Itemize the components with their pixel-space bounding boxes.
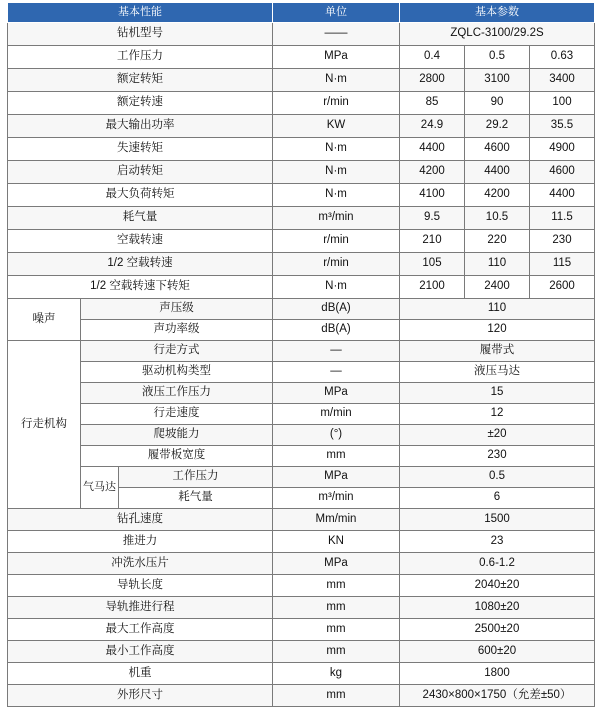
value-cell: 35.5 [530,115,595,138]
unit-cell: m³/min [273,207,400,230]
unit-cell: m/min [273,404,400,425]
unit-cell: MPa [273,46,400,69]
table-row [8,184,595,207]
param-label: 行走方式 [81,341,273,362]
value-cell: 105 [400,253,465,276]
unit-cell: N·m [273,184,400,207]
param-label: 外形尺寸 [8,685,273,707]
value-cell: 210 [400,230,465,253]
value-cell: 4600 [530,161,595,184]
param-label: 空载转速 [8,230,273,253]
unit-cell: — [273,341,400,362]
value-cell: 4600 [465,138,530,161]
param-label: 冲洗水压片 [8,553,273,575]
value-cell: 24.9 [400,115,465,138]
unit-cell: m³/min [273,488,400,509]
table-row [8,575,595,597]
param-label: 钻机型号 [8,23,273,46]
unit-cell: mm [273,685,400,707]
param-label: 耗气量 [119,488,273,509]
value-cell: 10.5 [465,207,530,230]
table-row [8,404,595,425]
table-row [8,383,595,404]
param-label: 履带板宽度 [81,446,273,467]
value-cell: 110 [465,253,530,276]
table-row [8,341,595,362]
value-cell: 3100 [465,69,530,92]
value-cell: 11.5 [530,207,595,230]
header-row [8,3,595,23]
unit-cell: N·m [273,276,400,299]
param-label: 机重 [8,663,273,685]
value-cell: 220 [465,230,530,253]
unit-cell: mm [273,446,400,467]
table-row [8,509,595,531]
param-label: 1/2 空载转速 [8,253,273,276]
param-label: 额定转矩 [8,69,273,92]
unit-cell: — [273,362,400,383]
value-cell: 2600 [530,276,595,299]
unit-cell: r/min [273,92,400,115]
value-cell: ±20 [400,425,595,446]
value-cell: ZQLC-3100/29.2S [400,23,595,46]
param-label: 额定转速 [8,92,273,115]
param-label: 最大工作高度 [8,619,273,641]
table-row [8,320,595,341]
unit-cell: mm [273,597,400,619]
param-label: 1/2 空载转速下转矩 [8,276,273,299]
param-label: 钻孔速度 [8,509,273,531]
param-label: 行走速度 [81,404,273,425]
value-cell: 4100 [400,184,465,207]
value-cell: 0.4 [400,46,465,69]
value-cell: 0.63 [530,46,595,69]
value-cell: 15 [400,383,595,404]
unit-cell: kg [273,663,400,685]
unit-cell: —— [273,23,400,46]
header-unit: 单位 [273,3,400,23]
param-label: 爬坡能力 [81,425,273,446]
param-label: 推进力 [8,531,273,553]
value-cell: 1800 [400,663,595,685]
value-cell: 90 [465,92,530,115]
unit-cell: MPa [273,383,400,404]
unit-cell: MPa [273,553,400,575]
table-row [8,92,595,115]
table-row [8,69,595,92]
table-row [8,115,595,138]
param-label: 最大输出功率 [8,115,273,138]
value-cell: 230 [400,446,595,467]
value-cell: 29.2 [465,115,530,138]
value-cell: 115 [530,253,595,276]
value-cell: 0.6-1.2 [400,553,595,575]
table-row [8,138,595,161]
unit-cell: N·m [273,69,400,92]
value-cell: 4200 [400,161,465,184]
param-label: 最大负荷转矩 [8,184,273,207]
value-cell: 液压马达 [400,362,595,383]
value-cell: 2800 [400,69,465,92]
header-performance: 基本性能 [8,3,273,23]
unit-cell: mm [273,641,400,663]
table-row [8,299,595,320]
unit-cell: r/min [273,230,400,253]
table-row [8,23,595,46]
table-row [8,467,595,488]
unit-cell: mm [273,575,400,597]
table-row [8,276,595,299]
group-label-noise: 噪声 [8,299,81,341]
param-label: 导轨推进行程 [8,597,273,619]
value-cell: 2040±20 [400,575,595,597]
unit-cell: dB(A) [273,299,400,320]
value-cell: 0.5 [400,467,595,488]
param-label: 失速转矩 [8,138,273,161]
table-row [8,230,595,253]
table-row [8,207,595,230]
value-cell: 12 [400,404,595,425]
param-label: 声压级 [81,299,273,320]
table-row [8,553,595,575]
unit-cell: KN [273,531,400,553]
param-label: 工作压力 [119,467,273,488]
value-cell: 1500 [400,509,595,531]
table-row [8,253,595,276]
header-params: 基本参数 [400,3,595,23]
param-label: 启动转矩 [8,161,273,184]
table-row [8,531,595,553]
value-cell: 0.5 [465,46,530,69]
param-label: 工作压力 [8,46,273,69]
value-cell: 110 [400,299,595,320]
table-row [8,446,595,467]
value-cell: 230 [530,230,595,253]
table-row [8,161,595,184]
param-label: 导轨长度 [8,575,273,597]
value-cell: 3400 [530,69,595,92]
value-cell: 1080±20 [400,597,595,619]
value-cell: 9.5 [400,207,465,230]
value-cell: 6 [400,488,595,509]
value-cell: 85 [400,92,465,115]
table-row [8,46,595,69]
value-cell: 2500±20 [400,619,595,641]
group-label-travel: 行走机构 [8,341,81,509]
value-cell: 120 [400,320,595,341]
value-cell: 2400 [465,276,530,299]
table-row [8,597,595,619]
param-label: 声功率级 [81,320,273,341]
table-row [8,425,595,446]
unit-cell: r/min [273,253,400,276]
param-label: 驱动机构类型 [81,362,273,383]
value-cell: 2430×800×1750（允差±50） [400,685,595,707]
value-cell: 23 [400,531,595,553]
value-cell: 4900 [530,138,595,161]
table-row [8,619,595,641]
value-cell: 4400 [465,161,530,184]
param-label: 耗气量 [8,207,273,230]
param-label: 液压工作压力 [81,383,273,404]
value-cell: 履带式 [400,341,595,362]
value-cell: 4200 [465,184,530,207]
unit-cell: mm [273,619,400,641]
table-row [8,641,595,663]
group-label-air-motor: 气马达 [81,467,119,509]
table-row [8,362,595,383]
unit-cell: N·m [273,161,400,184]
unit-cell: MPa [273,467,400,488]
value-cell: 4400 [530,184,595,207]
unit-cell: dB(A) [273,320,400,341]
value-cell: 100 [530,92,595,115]
param-label: 最小工作高度 [8,641,273,663]
unit-cell: Mm/min [273,509,400,531]
unit-cell: KW [273,115,400,138]
spec-table [7,2,595,707]
table-row [8,663,595,685]
value-cell: 600±20 [400,641,595,663]
unit-cell: N·m [273,138,400,161]
value-cell: 2100 [400,276,465,299]
value-cell: 4400 [400,138,465,161]
unit-cell: (°) [273,425,400,446]
